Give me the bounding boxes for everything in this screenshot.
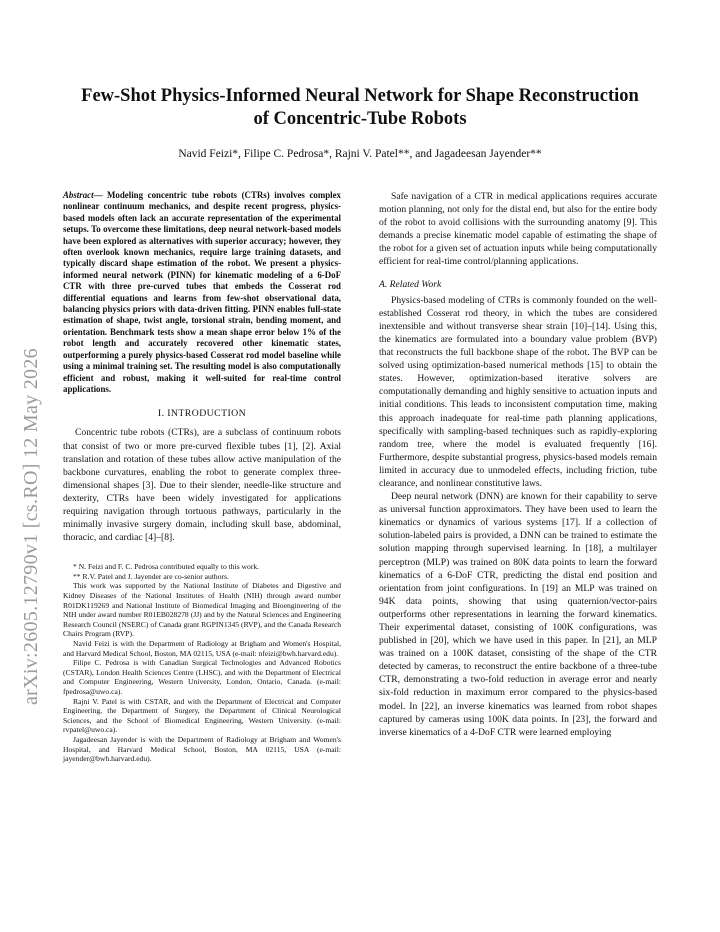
footnote: * N. Feizi and F. C. Pedrosa contributed equally to this work. bbox=[73, 562, 260, 572]
subsection-heading-related-work: A. Related Work bbox=[379, 278, 442, 290]
section-heading-introduction: I. INTRODUCTION bbox=[157, 408, 247, 420]
title-line-1: Few-Shot Physics-Informed Neural Network for Shape Reconstruction bbox=[81, 86, 639, 106]
arxiv-identifier: arXiv:2605.12790v1 [cs.RO] 12 May 2026 bbox=[20, 348, 42, 705]
footnote: Jagadeesan Jayender is with the Department of Radiology at Brigham and Women's Hospital, and Harvard Medical School, Boston, MA 02115, USA (e-mail: jayender@bwh.harvard.edu). bbox=[63, 734, 341, 764]
footnote: ** R.V. Patel and J. Jayender are co-senior authors. bbox=[73, 571, 229, 581]
motivation-paragraph: Safe navigation of a CTR in medical applications requires accurate motion planning, not only for the distal end, but also for the entire body of the robot to avoid collisions with the surrounding anatomy [9]. This demands a precise kinematic model capable of estimating the shape of the robot for a given set of actuation inputs while being computationally efficient for real-time control/planning applications. bbox=[379, 191, 657, 268]
abstract-text: — Modeling concentric tube robots (CTRs) involves complex nonlinear continuum mechanics, and despite recent progress, physics-based models often lack an accurate representation of the experimental setups. To overcome these limitations, deep neural network-based models have been explored as alternatives with superior accuracy; however, they often overlook known mechanics, require large training datasets, and typically discard shape estimation of the robot. We present a physics-informed neural network (PINN) for kinematic modeling of a 6-DoF CTR with three pre-curved tubes that embeds the Cosserat rod differential equations and learns from few-shot observational data, balancing physics priors with data-driven fitting. PINN enables full-state estimation of shape, twist angle, torsional strain, bending moment, and orientation. Benchmark tests show a mean shape error below 1% of the robot length and accurately recovered other kinematic states, outperforming a purely physics-based Cosserat rod model baseline while using a minimal training set. The resulting model is also computationally efficient and robust, making it well-suited for real-time control applications. bbox=[63, 190, 341, 394]
footnote: Filipe C. Pedrosa is with Canadian Surgical Technologies and Advanced Robotics (CSTAR), London Health Sciences Centre (LHSC), and with the Department of Electrical and Computer Engineering, Western University, London, Ontario, Canada. (e-mail: fpedrosa@uwo.ca). bbox=[63, 658, 341, 696]
related-work-paragraph-2: Deep neural network (DNN) are known for their capability to serve as universal function approximators. They have been used to learn the kinematics or dynamics of various systems [17]. If a collection of solution-labeled pairs is provided, a DNN can be trained to estimate the solution mapping through supervised learning. In [18], a multilayer perceptron (MLP) was trained on 80K data points to learn the forward kinematics of a 6-DoF CTR, predicting the distal end position and orientation from joint configurations. In [19] an MLP was trained on 94K data points, showing that using quaternion/vector-pairs outperforms other representations in learning the forward kinematics. Their experimental dataset, consisting of 100K configurations, was published in [20], which we have used in this paper. In [21], an MLP was trained on a 100K dataset, consisting of the shape of the CTR detected by cameras, to reconstruct the entire backbone of a three-tube CTR, demonstrating a two-fold reduction in average error and nearly six-fold reduction in maximum error compared to the physics-based model. In [22], an inverse kinematics was learned from robot shapes captured by cameras using 100K data points. In [23], the forward and inverse kinematics of a 4-DoF CTR were learned employing bbox=[379, 491, 657, 738]
author-list: Navid Feizi*, Filipe C. Pedrosa*, Rajni V. Patel**, and Jagadeesan Jayender** bbox=[178, 148, 542, 160]
footnote: This work was supported by the National Institute of Diabetes and Digestive and Kidney Diseases of the National Institutes of Health (NIH) through award number R01DK119269 and National Institute of Biomedical Imaging and Bioengineering of the NIH under award number R01EB028278 (JJ) and by the Natural Sciences and Engineering Research Council (NSERC) of Canada grant RGPIN1345 (RVP), and the Canada Research Chairs Program (RVP). bbox=[63, 581, 341, 639]
footnotes bbox=[63, 562, 341, 763]
title-line-2: of Concentric-Tube Robots bbox=[253, 109, 467, 129]
abstract bbox=[63, 190, 341, 395]
left-column bbox=[63, 190, 341, 764]
footnote: Navid Feizi is with the Department of Radiology at Brigham and Women's Hospital, and Harvard Medical School, Boston, MA 02115, USA (e-mail: nfeizi@bwh.harvard.edu). bbox=[63, 639, 341, 658]
intro-paragraph: Concentric tube robots (CTRs), are a subclass of continuum robots that consist of two or more pre-curved flexible tubes [1], [2]. Axial translation and rotation of these tubes allow active manipulation of the backbone curvatures, enabling the robot to generate complex three-dimensional shapes [3]. Due to their slender, needle-like structure and dexterity, CTRs have been widely investigated for applications requiring navigation through tortuous pathways, particularly in the minimally invasive surgery domain, including skull base, abdominal, thoracic, and cardiac [4]–[8]. bbox=[63, 427, 341, 544]
abstract-lead: Abstract bbox=[63, 190, 94, 200]
footnote: Rajni V. Patel is with CSTAR, and with the Department of Electrical and Computer Engineering, the Department of Surgery, the Department of Clinical Neurological Sciences, and the School of Biomedical Engineering, Western University. (e-mail: rvpatel@uwo.ca). bbox=[63, 696, 341, 735]
related-work-paragraph-1: Physics-based modeling of CTRs is commonly founded on the well-established Cosserat rod theory, in which the tubes are considered inextensible and without transverse shear strain [10]–[14]. Using this, the kinematics are formulated into a boundary value problem (BVP) that reconstructs the full backbone shape of the robot. The BVP can be solved using optimization-based numerical methods [15] to obtain the states. However, optimization-based iterative solvers are computationally demanding and highly sensitive to actuation inputs and initial conditions. This leads to inconsistent computation time, making this approach inadequate for real-time path planning applications, specifically with sampling-based techniques such as rapidly-exploring random tree, where the model is evaluated frequently [16]. Furthermore, despite substantial progress, physics-based models remain limited in accuracy due to unmodeled effects, including friction, tube clearance, and nonlinear constitutive laws. bbox=[379, 294, 657, 489]
paper-title bbox=[60, 85, 660, 131]
right-column bbox=[379, 190, 657, 739]
